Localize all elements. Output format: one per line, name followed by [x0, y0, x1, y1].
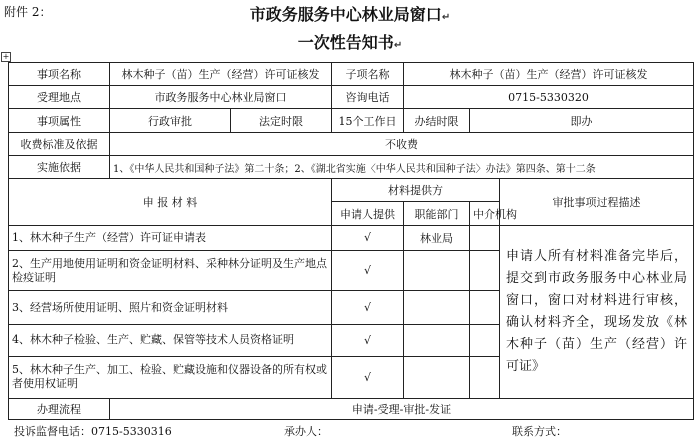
basis-value: 1、《中华人民共和国种子法》第二十条；2、《湖北省实施〈中华人民共和国种子法〉办法》第四条、第十二条	[110, 155, 694, 178]
table-row	[9, 225, 694, 250]
agency-value	[470, 324, 500, 356]
sub-item-value: 林木种子（苗）生产（经营）许可证核发	[404, 63, 694, 86]
process-label: 办理流程	[9, 398, 110, 419]
handler-label: 承办人：	[284, 425, 328, 438]
material-name: 3、经营场所使用证明、照片和资金证明材料	[9, 291, 332, 325]
applicant-check: √	[332, 225, 404, 250]
attachment-note: 附件 2：	[4, 5, 52, 19]
fee-label: 收费标准及依据	[9, 132, 110, 155]
contact-label: 联系方式：	[512, 425, 567, 438]
table-row	[9, 86, 694, 109]
fee-value: 不收费	[110, 132, 694, 155]
phone-value: 0715-5330320	[404, 86, 694, 109]
material-name: 4、林木种子检验、生产、贮藏、保管等技术人员资格证明	[9, 324, 332, 356]
table-row	[9, 109, 694, 132]
applicant-header: 申请人提供	[332, 202, 404, 225]
paragraph-mark-icon: ↵	[441, 12, 451, 23]
complaint-phone: 投诉监督电话：0715-5330316	[14, 425, 172, 438]
location-label: 受理地点	[9, 86, 110, 109]
phone-label: 咨询电话	[332, 86, 404, 109]
process-value: 申请-受理-审批-发证	[110, 398, 694, 419]
table-row	[9, 63, 694, 86]
dept-value	[404, 250, 470, 290]
attr-value: 行政审批	[110, 109, 231, 132]
process-description: 申请人所有材料准备完毕后，提交到市政务服务中心林业局窗口，窗口对材料进行审核，确认材料齐全，现场发放《林木种子（苗）生产（经营）许可证》	[500, 225, 694, 398]
applicant-check: √	[332, 291, 404, 325]
materials-header: 申 报 材 料	[9, 179, 332, 225]
dept-value	[404, 324, 470, 356]
material-name: 2、生产用地使用证明和资金证明材料、采种林分证明及生产地点检疫证明	[9, 250, 332, 290]
agency-value	[470, 356, 500, 398]
agency-value	[470, 291, 500, 325]
page-title	[0, 2, 700, 25]
table-row	[9, 398, 694, 419]
dept-value	[404, 291, 470, 325]
dept-value	[404, 356, 470, 398]
provider-header: 材料提供方	[332, 179, 500, 202]
basis-label: 实施依据	[9, 155, 110, 178]
page-subtitle	[0, 30, 700, 53]
agency-value	[470, 225, 500, 250]
finish-time-label: 办结时限	[404, 109, 470, 132]
material-name: 1、林木种子生产（经营）许可证申请表	[9, 225, 332, 250]
applicant-check: √	[332, 356, 404, 398]
process-description-header: 审批事项过程描述	[500, 179, 694, 225]
item-name-label: 事项名称	[9, 63, 110, 86]
page-subtitle-text: 一次性告知书	[297, 33, 394, 52]
sub-item-label: 子项名称	[332, 63, 404, 86]
location-value: 市政务服务中心林业局窗口	[110, 86, 332, 109]
page-title-text: 市政务服务中心林业局窗口	[249, 5, 442, 24]
table-move-handle-icon[interactable]: +	[2, 52, 10, 61]
table-row	[9, 179, 694, 202]
agency-value	[470, 250, 500, 290]
finish-time-value: 即办	[470, 109, 694, 132]
item-name-value: 林木种子（苗）生产（经营）许可证核发	[110, 63, 332, 86]
applicant-check: √	[332, 250, 404, 290]
paragraph-mark-icon: ↵	[393, 40, 403, 51]
material-name: 5、林木种子生产、加工、检验、贮藏设施和仪器设备的所有权或者使用权证明	[9, 356, 332, 398]
table-row	[9, 132, 694, 155]
legal-time-label: 法定时限	[231, 109, 332, 132]
legal-time-value: 15个工作日	[332, 109, 404, 132]
dept-value: 林业局	[404, 225, 470, 250]
table-row	[9, 155, 694, 178]
notice-table	[8, 62, 694, 420]
dept-header: 职能部门	[404, 202, 470, 225]
attr-label: 事项属性	[9, 109, 110, 132]
applicant-check: √	[332, 324, 404, 356]
agency-header: 中介机构	[470, 202, 500, 225]
